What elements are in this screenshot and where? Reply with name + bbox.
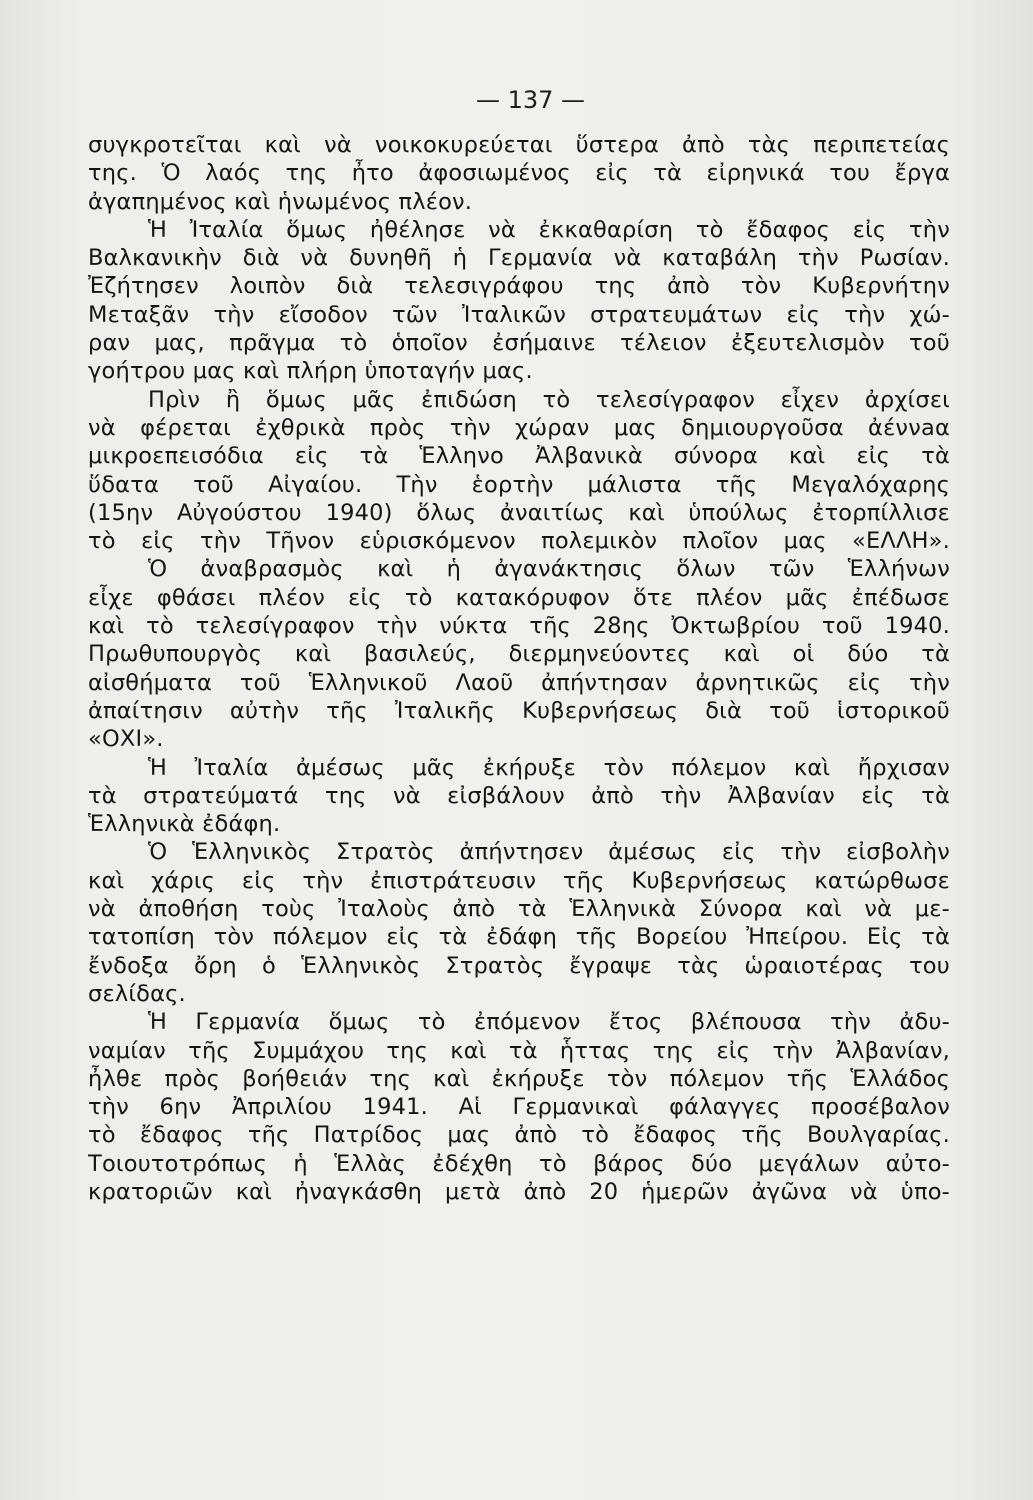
text-line: τατοπίση τὸν πόλεμον εἰς τὰ ἐδάφη τῆς Βορείου Ἠπείρου. Εἰς τὰ — [88, 924, 950, 951]
text-line: μικροεπεισόδια εἰς τὰ Ἑλληνο Ἀλβανικὰ σύνορα καὶ εἰς τὰ — [88, 443, 950, 470]
text-line: τὸ ἔδαφος τῆς Πατρίδος μας ἀπὸ τὸ ἔδαφος τῆς Βουλγαρίας. — [88, 1122, 950, 1149]
text-line: συγκροτεῖται καὶ νὰ νοικοκυρεύεται ὕστερα ἀπὸ τὰς περιπετείας — [88, 132, 950, 158]
text-line: (15ην Αὐγούστου 1940) ὅλως ἀναιτίως καὶ ὑπούλως ἐτορπίλλισε — [88, 499, 950, 526]
text-line: εἶχε φθάσει πλέον εἰς τὸ κατακόρυφον ὅτε πλέον μᾶς ἐπέδωσε — [88, 584, 950, 611]
text-line: νὰ ἀποθήση τοὺς Ἰταλοὺς ἀπὸ τὰ Ἑλληνικὰ Σύνορα καὶ νὰ με- — [88, 896, 950, 923]
text-line: Πρωθυπουργὸς καὶ βασιλεύς, διερμηνεύοντες καὶ οἱ δύο τὰ — [88, 641, 950, 668]
text-line: ναμίαν τῆς Συμμάχου της καὶ τὰ ἧττας της εἰς τὴν Ἀλβανίαν, — [88, 1037, 950, 1064]
text-line: νὰ φέρεται ἐχθρικὰ πρὸς τὴν χώραν μας δημιουργοῦσα ἀέννaα — [88, 414, 950, 441]
text-line: ἦλθε πρὸς βοήθειάν της καὶ ἐκήρυξε τὸν πόλεμον τῆς Ἑλλάδος — [88, 1065, 950, 1092]
text-line: Βαλκανικὴν διὰ νὰ δυνηθῆ ἡ Γερμανία νὰ καταβάλη τὴν Ρωσίαν. — [88, 245, 950, 272]
text-line: Ὁ ἀναβρασμὸς καὶ ἡ ἀγανάκτησις ὅλων τῶν Ἑλλήνων — [148, 556, 950, 583]
text-line: καὶ χάρις εἰς τὴν ἐπιστράτευσιν τῆς Κυβερνήσεως κατώρθωσε — [88, 867, 950, 894]
text-line: τὸ εἰς τὴν Τῆνον εὑρισκόμενον πολεμικὸν πλοῖον μας «ΕΛΛΗ». — [88, 528, 950, 555]
text-line: ραν μας, πρᾶγμα τὸ ὁποῖον ἐσήμαινε τέλειον ἐξευτελισμὸν τοῦ — [88, 330, 950, 357]
page-number: — 137 — — [475, 86, 586, 114]
text-line: καὶ τὸ τελεσίγραφον τὴν νύκτα τῆς 28ης Ὀκτωβρίου τοῦ 1940. — [88, 613, 950, 640]
text-line: γοήτρου μας καὶ πλήρη ὑποταγήν μας. — [88, 358, 533, 385]
body-text — [88, 131, 950, 1206]
text-line: Ἐζήτησεν λοιπὸν διὰ τελεσιγράφου της ἀπὸ τὸν Κυβερνήτην — [88, 273, 950, 300]
text-line: Τοιουτοτρόπως ἡ Ἑλλὰς ἐδέχθη τὸ βάρος δύο μεγάλων αὐτο- — [88, 1150, 950, 1177]
text-line: της. Ὁ λαός της ἦτο ἀφοσιωμένος εἰς τὰ εἰρηνικά του ἔργα — [88, 160, 950, 187]
text-line: Ὁ Ἑλληνικὸς Στρατὸς ἀπήντησεν ἀμέσως εἰς τὴν εἰσβολὴν — [148, 839, 950, 866]
text-line: Πρὶν ἢ ὅμως μᾶς ἐπιδώση τὸ τελεσίγραφον εἶχεν ἀρχίσει — [148, 386, 950, 413]
text-line: αἰσθήματα τοῦ Ἑλληνικοῦ Λαοῦ ἀπήντησαν ἀρνητικῶς εἰς τὴν — [88, 669, 950, 696]
text-line: τὴν 6ην Ἀπριλίου 1941. Αἱ Γερμανικαὶ φάλαγγες προσέβαλον — [88, 1094, 950, 1121]
text-line: ἀπαίτησιν αὐτὴν τῆς Ἰταλικῆς Κυβερνήσεως διὰ τοῦ ἱστορικοῦ — [88, 697, 950, 724]
text-line: ἔνδοξα ὄρη ὁ Ἑλληνικὸς Στρατὸς ἔγραψε τὰς ὡραιοτέρας του — [88, 952, 950, 979]
text-line: ἀγαπημένος καὶ ἡνωμένος πλέον. — [88, 188, 473, 215]
text-line: Ἡ Γερμανία ὅμως τὸ ἐπόμενον ἔτος βλέπουσα τὴν ἀδυ- — [148, 1009, 950, 1036]
text-line: τὰ στρατεύματά της νὰ εἰσβάλουν ἀπὸ τὴν Ἀλβανίαν εἰς τὰ — [88, 782, 950, 809]
text-line: Ἑλληνικὰ ἐδάφη. — [88, 811, 281, 838]
text-line: ὕδατα τοῦ Αἰγαίου. Τὴν ἑορτὴν μάλιστα τῆς Μεγαλόχαρης — [88, 471, 950, 498]
text-line: κρατοριῶν καὶ ἠναγκάσθη μετὰ ἀπὸ 20 ἡμερῶν ἀγῶνα νὰ ὑπο- — [88, 1178, 950, 1205]
text-line: σελίδας. — [88, 980, 186, 1007]
text-line: «ΟΧΙ». — [88, 726, 164, 753]
text-line: Μεταξᾶν τὴν εἴσοδον τῶν Ἰταλικῶν στρατευμάτων εἰς τὴν χώ- — [88, 301, 950, 328]
text-line: Ἡ Ἰταλία ὅμως ἠθέλησε νὰ ἐκκαθαρίση τὸ ἔδαφος εἰς τὴν — [148, 216, 950, 243]
text-line: Ἡ Ἰταλία ἀμέσως μᾶς ἐκήρυξε τὸν πόλεμον καὶ ἤρχισαν — [148, 754, 950, 781]
